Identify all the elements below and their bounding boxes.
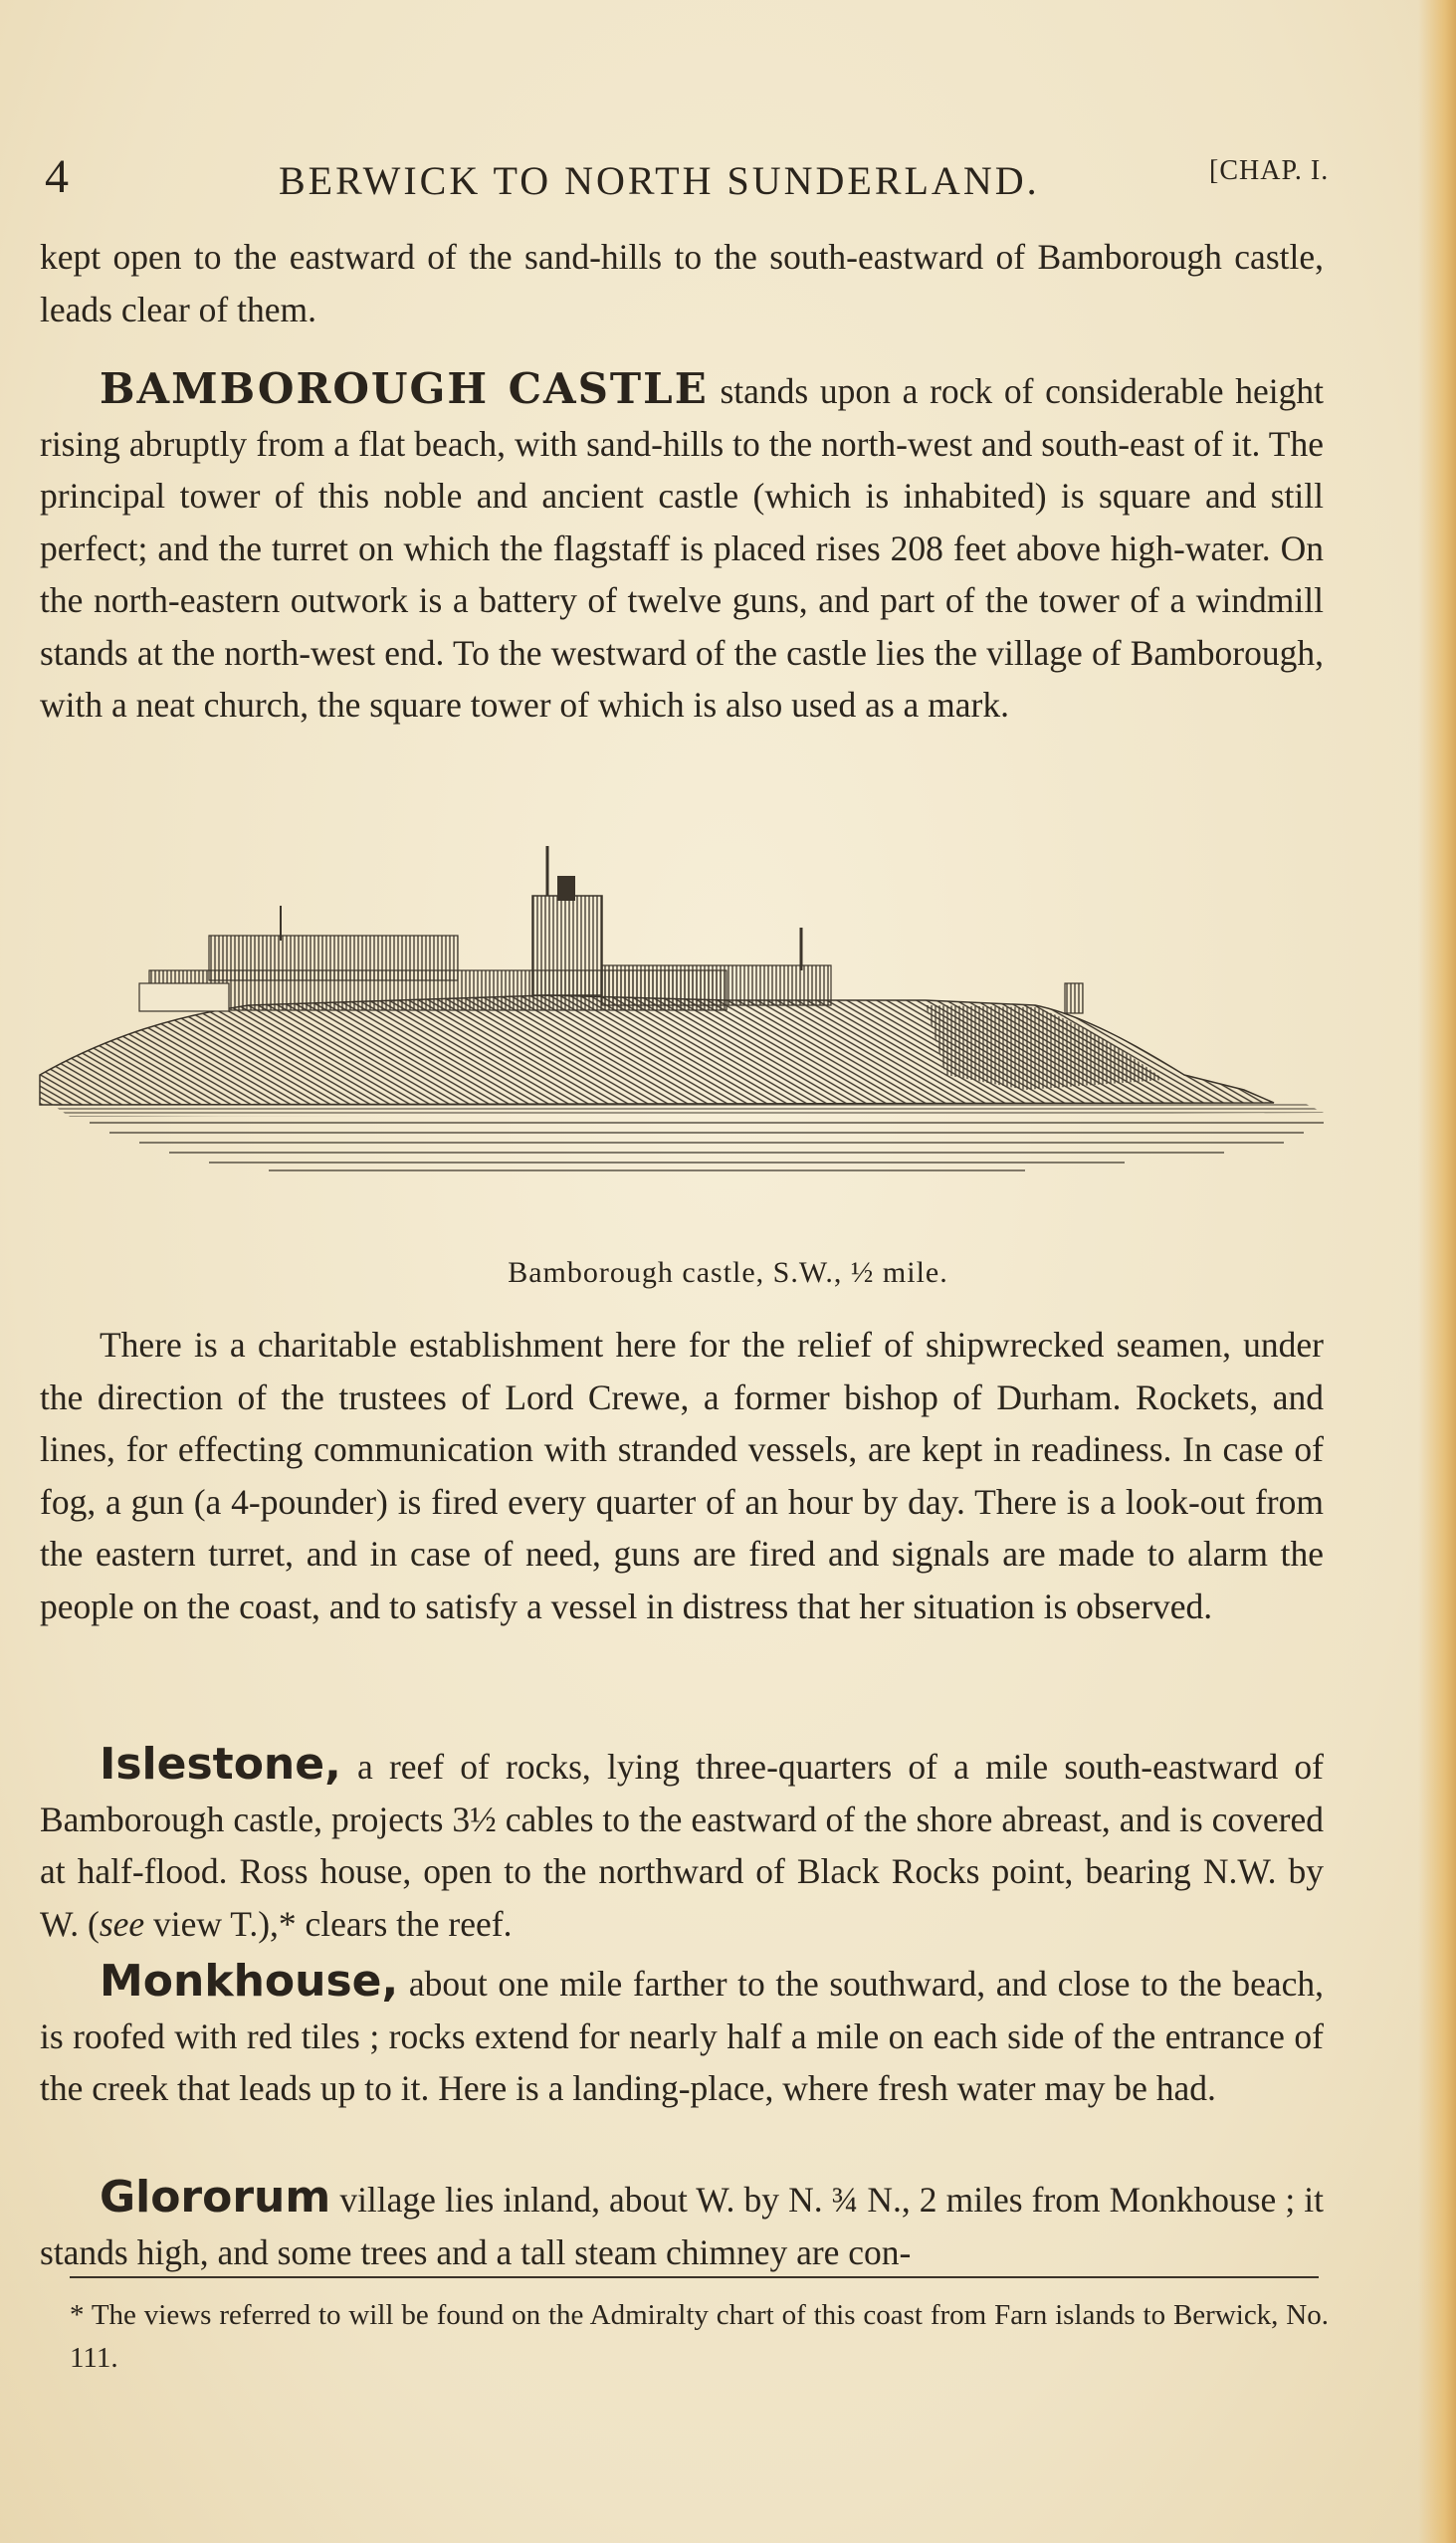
castle-west-range bbox=[209, 936, 458, 980]
footnote: * The views referred to will be found on the Admiralty chart of this coast from Farn islands to Berwick, No. 111. bbox=[70, 2299, 1329, 2374]
paragraph-islestone-text-1: a reef of rocks, lying three-quarters of a mile south-eastward of Bamborough castle, projects 3½ cables to the eastward of the shore abreast, and is covered at half-flood. Ross house, open to the northward of Black Rocks point, bearing N.W. by W. ( bbox=[40, 1747, 1324, 1944]
beach bbox=[50, 1103, 1324, 1117]
castle-east-range bbox=[602, 965, 831, 1005]
paragraph-islestone-see: see bbox=[99, 1903, 145, 1944]
paragraph-monkhouse bbox=[40, 1956, 1324, 2115]
section-heading-islestone: Islestone, bbox=[100, 1739, 341, 1790]
paragraph-intro bbox=[40, 231, 1324, 335]
paragraph-charitable-text: There is a charitable establishment here for the relief of shipwrecked seamen, under the direction of the trustees of Lord Crewe, a former bishop of Durham. Rockets, and lines, for effecting communication with stranded vessels, are kept in readiness. In case of fog, a gun (a 4-pounder) is fired every quarter of an hour by day. There is a look-out from the eastern turret, and in case of need, guns are fired and signals are made to alarm the people on the coast, and to satisfy a vessel in distress that her situation is observed. bbox=[40, 1325, 1324, 1626]
paragraph-glororum bbox=[40, 2172, 1324, 2278]
paragraph-glororum-text: village lies inland, about W. by N. ¾ N., 2 miles from Monkhouse ; it stands high, and some trees and a tall steam chimney are con- bbox=[40, 2180, 1325, 2272]
running-head: BERWICK TO NORTH SUNDERLAND. bbox=[279, 158, 1040, 203]
section-heading-bamborough-castle: BAMBOROUGH CASTLE bbox=[100, 364, 709, 413]
paragraph-monkhouse-text: about one mile farther to the southward, and close to the beach, is roofed with red tiles ; rocks extend for nearly half a mile on each side of the entrance of the creek that leads up to it. Here is a landing-place, where fresh water may be had. bbox=[40, 1964, 1325, 2108]
castle-east-outwork bbox=[1065, 983, 1083, 1013]
castle-keep-turret bbox=[557, 876, 575, 901]
section-heading-glororum: Glororum bbox=[100, 2172, 331, 2223]
castle-keep bbox=[532, 896, 602, 995]
page-number: 4 bbox=[45, 150, 69, 203]
sea-lines bbox=[90, 1123, 1324, 1170]
paragraph-bamborough-castle bbox=[40, 363, 1324, 732]
paragraph-intro-text: kept open to the eastward of the sand-hills to the south-eastward of Bamborough castle, leads clear of them. bbox=[40, 237, 1324, 329]
illustration-caption: Bamborough castle, S.W., ½ mile. bbox=[508, 1256, 948, 1289]
section-heading-monkhouse: Monkhouse, bbox=[100, 1956, 399, 2007]
castle-west-building bbox=[139, 983, 229, 1011]
bamborough-castle-engraving bbox=[30, 836, 1334, 1254]
paragraph-charitable-establishment bbox=[40, 1319, 1324, 1632]
paragraph-islestone-text-2: view T.),* clears the reef. bbox=[144, 1903, 513, 1944]
chapter-reference: [CHAP. I. bbox=[1209, 155, 1330, 186]
page-header bbox=[40, 149, 1334, 209]
footnote-divider bbox=[70, 2276, 1319, 2278]
paragraph-islestone bbox=[40, 1739, 1324, 1950]
paragraph-bamborough-text: stands upon a rock of considerable height rising abruptly from a flat beach, with sand-hills to the north-west and south-east of it. The principal tower of this noble and ancient castle (which is inhabited) is square and still perfect; and the turret on which the flagstaff is placed rises 208 feet above high-water. On the north-eastern outwork is a battery of twelve guns, and part of the tower of a windmill stands at the north-west end. To the westward of the castle lies the village of Bamborough, with a neat church, the square tower of which is also used as a mark. bbox=[40, 371, 1325, 725]
